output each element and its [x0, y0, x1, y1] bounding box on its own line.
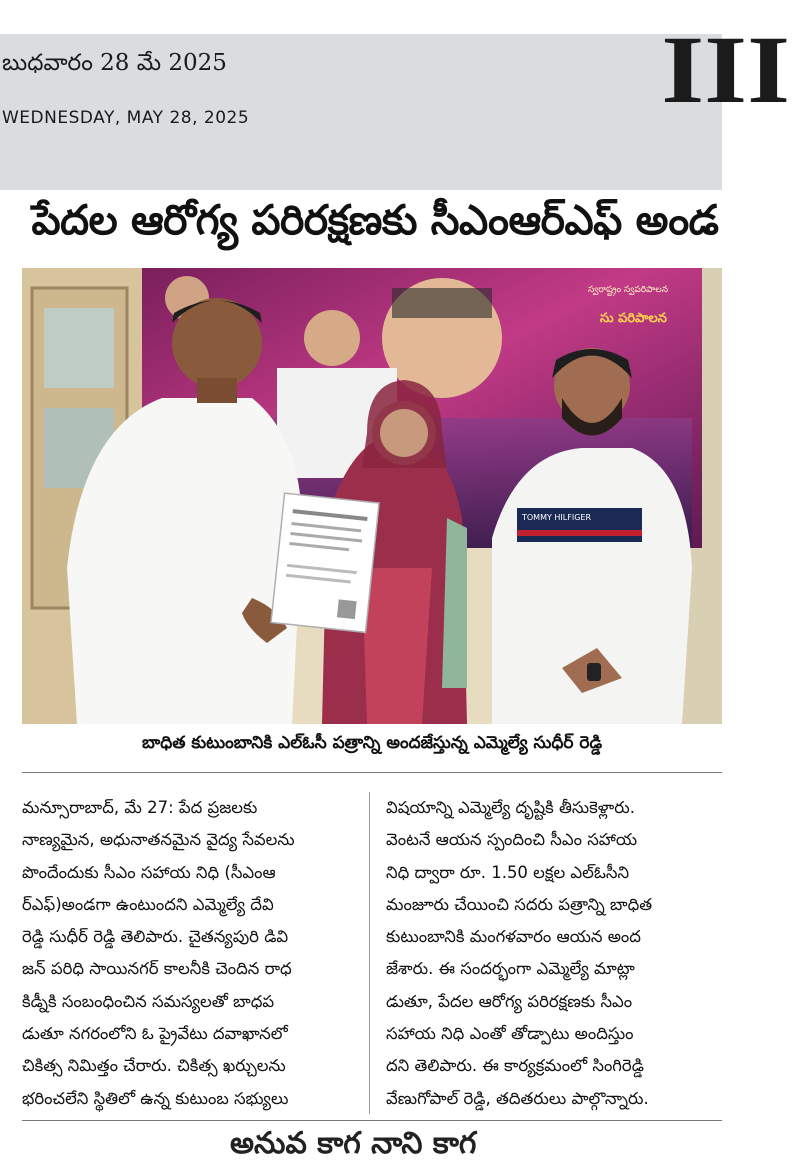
body-line: జేశారు. ఈ సందర్భంగా ఎమ్మెల్యే మాట్లా: [386, 959, 635, 979]
body-line: రెడ్డి సుధీర్ రెడ్డి తెలిపారు. చైతన్యపురి డివి: [22, 927, 289, 947]
body-line: సహాయ నిధి ఎంతో తోడ్పాటు అందిస్తుం: [386, 1024, 634, 1044]
article-photo: [22, 268, 722, 724]
banner-text-1: స్వరాష్ట్రం స్వపరిపాలన: [588, 285, 669, 295]
body-line: దని తెలిపారు. ఈ కార్యక్రమంలో సింగిరెడ్డి: [386, 1056, 644, 1076]
body-line: జన్ పరిధి సాయినగర్ కాలనీకి చెందిన రాధ: [22, 959, 292, 979]
body-line: ర్‌ఎఫ్)అండగా ఉంటుందని ఎమ్మెల్యే దేవి: [22, 894, 274, 914]
body-line: డుతూ నగరంలోని ఓ ప్రైవేటు దవాఖానలో: [22, 1024, 288, 1044]
body-line: కిడ్నీకి సంబంధించిన సమస్యలతో బాధప: [22, 991, 275, 1011]
date-english: WEDNESDAY, MAY 28, 2025: [2, 108, 250, 128]
divider-bottom: [22, 1120, 722, 1121]
body-line: చికిత్స నిమిత్తం చేరారు. చికిత్స ఖర్చులను: [22, 1056, 286, 1076]
banner-text-2: సు పరిపాలన: [600, 311, 667, 326]
body-line: కుటుంబానికి మంగళవారం ఆయన అంద: [386, 927, 641, 947]
article-body-left: [22, 792, 360, 1115]
page-number: III: [661, 16, 790, 123]
next-headline-text: అనువ కాగ నాని కాగ: [230, 1126, 477, 1161]
body-line: వేణుగోపాల్ రెడ్డి, తదితరులు పాల్గొన్నారు.: [386, 1088, 649, 1108]
body-line: పొందేందుకు సీఎం సహాయ నిధి (సీఎంఆ: [22, 862, 276, 882]
body-line: భరించలేని స్థితిలో ఉన్న కుటుంబ సభ్యులు: [22, 1088, 289, 1108]
shirt-brand-text: TOMMY HILFIGER: [522, 513, 592, 522]
divider-top: [22, 772, 722, 773]
body-line: మంజూరు చేయించి సదరు పత్రాన్ని బాధిత: [386, 894, 653, 914]
body-line: మన్సూరాబాద్, మే 27: పేద ప్రజలకు: [22, 798, 258, 817]
body-line: విషయాన్ని ఎమ్మెల్యే దృష్టికి తీసుకెళ్లారు.: [386, 798, 635, 817]
column-divider: [369, 792, 370, 1114]
date-telugu: బుధవారం 28 మే 2025: [2, 50, 227, 76]
body-line: వెంటనే ఆయన స్పందించి సీఎం సహాయ: [386, 830, 638, 850]
photo-caption: బాధిత కుటుంబానికి ఎల్‌ఓసీ పత్రాన్ని అందజేస్తున్న ఎమ్మెల్యే సుధీర్ రెడ్డి: [141, 733, 603, 753]
body-line: నాణ్యమైన, అధునాతనమైన వైద్య సేవలను: [22, 830, 295, 850]
article-body-right: [386, 792, 724, 1115]
body-line: నిధి ద్వారా రూ. 1.50 లక్షల ఎల్‌ఓసీని: [386, 862, 630, 882]
next-article-headline: [230, 1126, 530, 1161]
article-headline: పేదల ఆరోగ్య పరిరక్షణకు సీఎంఆర్‌ఎఫ్ అండ: [31, 196, 719, 244]
body-line: డుతూ, పేదల ఆరోగ్య పరిరక్షణకు సీఎం: [386, 991, 633, 1011]
